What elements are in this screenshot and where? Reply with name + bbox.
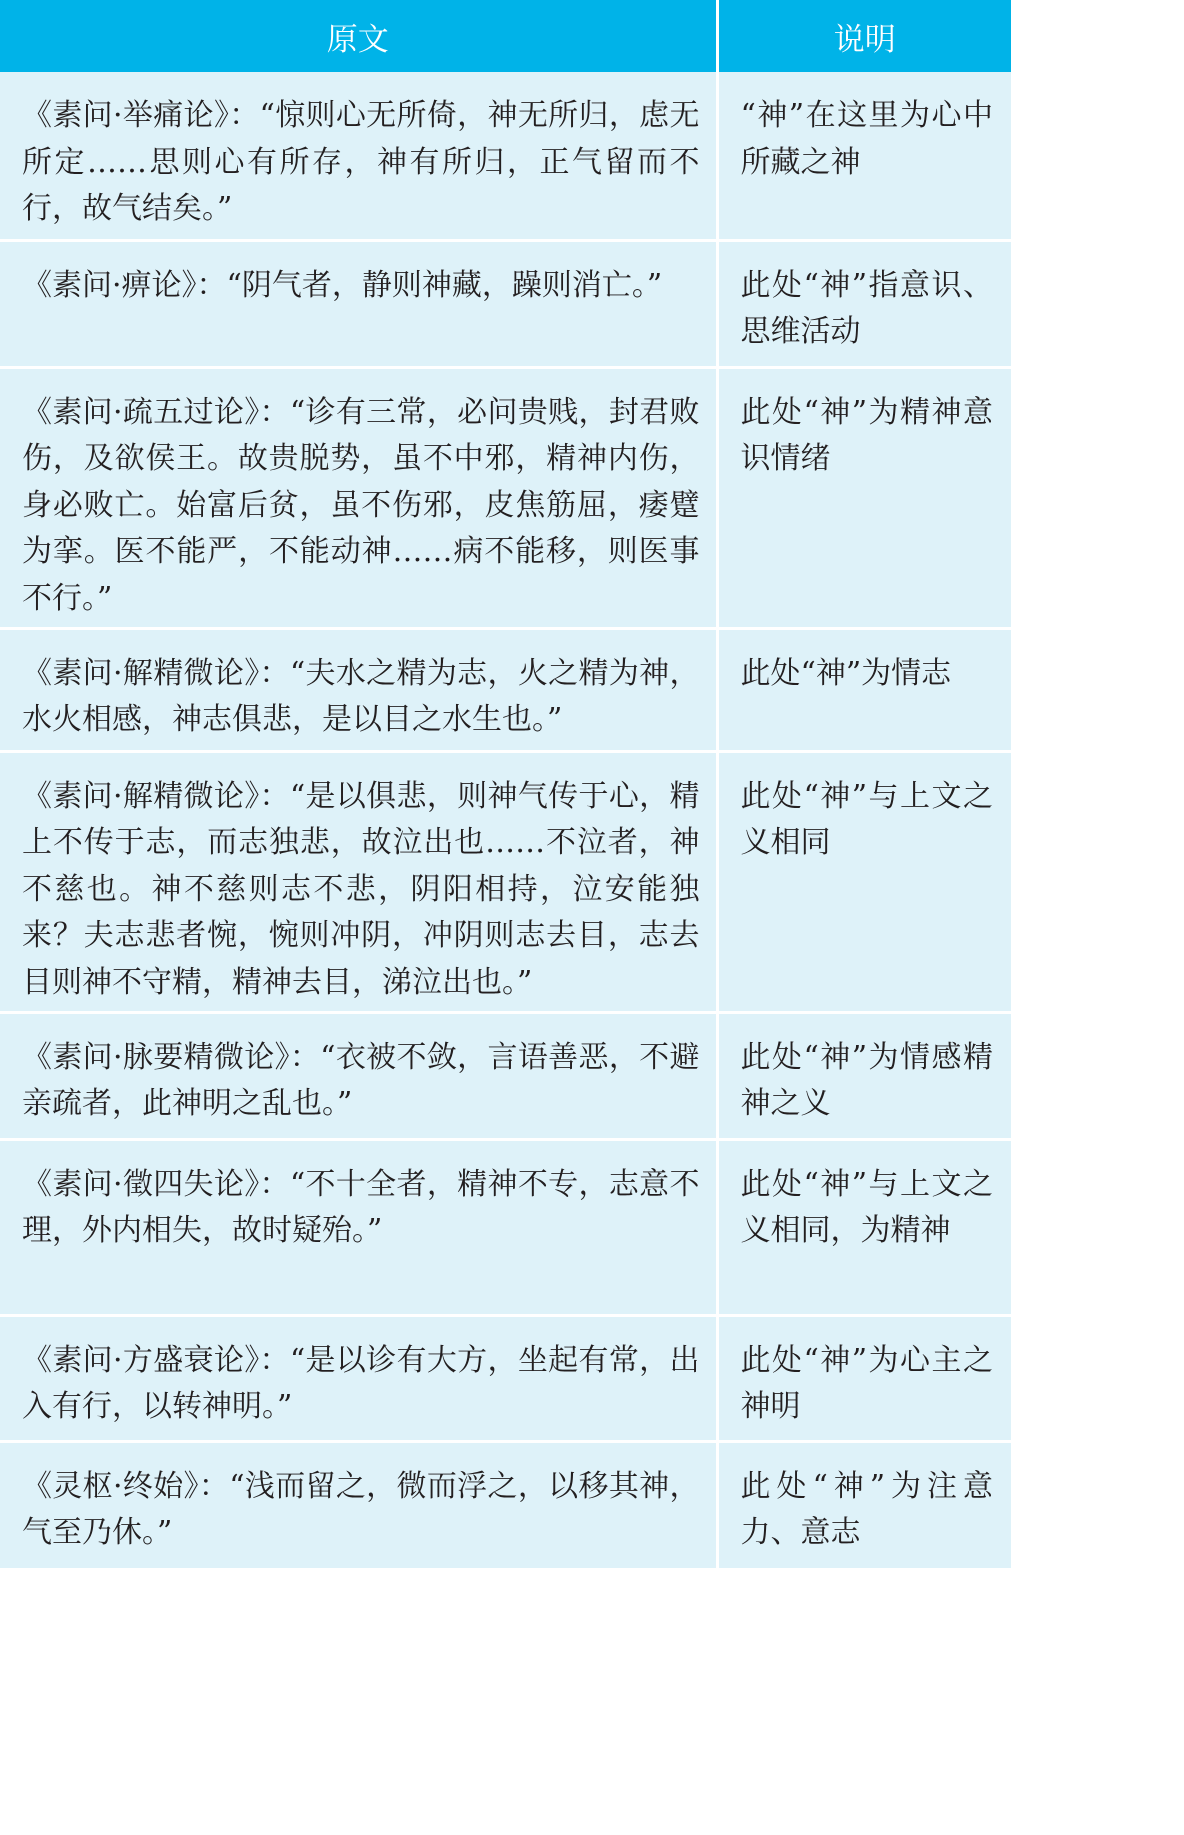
table-row [0,1139,1011,1315]
original-text-cell: 《素问·解精微论》：“是以俱悲，则神气传于心，精上不传于志，而志独悲，故泣出也……不泣者，神不慈也。神不慈则志不悲，阴阳相持，泣安能独来？夫志悲者惋，惋则冲阴，冲阴则志去目，志去目则神不守精，精神去目，涕泣出也。” [0,751,717,1012]
original-text-cell: 《素问·解精微论》：“夫水之精为志，火之精为神，水火相感，神志俱悲，是以目之水生也。” [0,628,717,751]
header-row [0,0,1011,72]
note-cell: 此处“神”为精神意识情绪 [717,367,1011,628]
note-cell: 此处“神”与上文之义相同 [717,751,1011,1012]
original-text-cell: 《素问·徵四失论》：“不十全者，精神不专，志意不理，外内相失，故时疑殆。” [0,1139,717,1315]
note-cell: 此处“神”为心主之神明 [717,1315,1011,1441]
original-text-cell: 《素问·脉要精微论》：“衣被不敛，言语善恶，不避亲疏者，此神明之乱也。” [0,1012,717,1139]
original-text-cell: 《灵枢·终始》：“浅而留之，微而浮之，以移其神，气至乃休。” [0,1441,717,1568]
header-original: 原文 [0,0,717,72]
note-cell: 此处“神”为情感精神之义 [717,1012,1011,1139]
note-cell: 此处“神”指意识、思维活动 [717,240,1011,367]
table-row [0,367,1011,628]
table-row [0,1012,1011,1139]
table-row [0,751,1011,1012]
table-header [0,0,1011,72]
original-text-cell: 《素问·举痛论》：“惊则心无所倚，神无所归，虑无所定……思则心有所存，神有所归，正气留而不行，故气结矣。” [0,72,717,240]
note-cell: 此处“神”为注意力、意志 [717,1441,1011,1568]
original-text-cell: 《素问·方盛衰论》：“是以诊有大方，坐起有常，出入有行，以转神明。” [0,1315,717,1441]
table-row [0,72,1011,240]
table-row [0,1315,1011,1441]
original-text-cell: 《素问·痹论》：“阴气者，静则神藏，躁则消亡。” [0,240,717,367]
header-note: 说明 [717,0,1011,72]
note-cell: 此处“神”为情志 [717,628,1011,751]
table-body [0,72,1011,1568]
note-cell: 此处“神”与上文之义相同，为精神 [717,1139,1011,1315]
note-cell: “神”在这里为心中所藏之神 [740,98,993,180]
table-row [0,1441,1011,1568]
table-row [0,628,1011,751]
table-row [0,240,1011,367]
original-text-cell: 《素问·疏五过论》：“诊有三常，必问贵贱，封君败伤，及欲侯王。故贵脱势，虽不中邪，精神内伤，身必败亡。始富后贫，虽不伤邪，皮焦筋屈，痿躄为挛。医不能严，不能动神……病不能移，则医事不行。” [0,367,717,628]
